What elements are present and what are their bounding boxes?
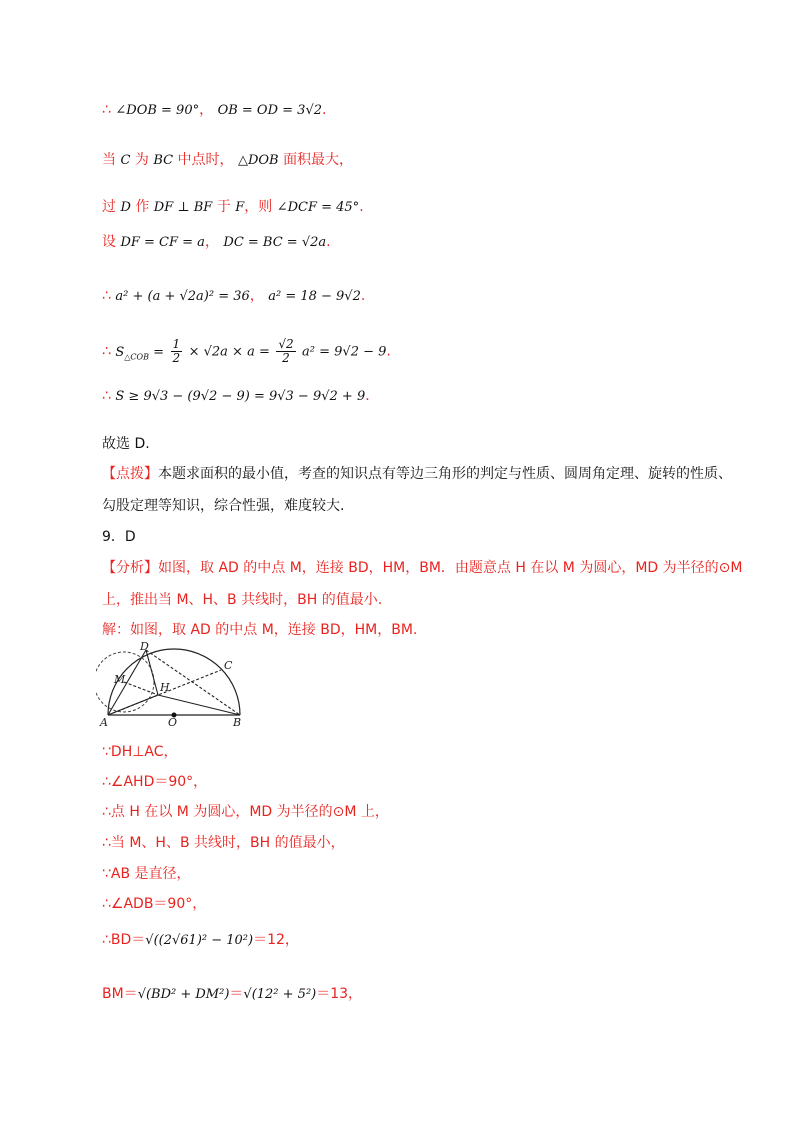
- text-wei: 为: [134, 152, 149, 168]
- line-2: [102, 150, 353, 171]
- label-d: D: [140, 640, 149, 653]
- geometry-figure: [96, 638, 266, 734]
- tips-tag: 【点拨】: [102, 466, 158, 482]
- therefore-symbol: ∴: [102, 343, 111, 360]
- ob-od-eq: OB = OD = 3√2: [217, 103, 322, 118]
- label-c: C: [224, 659, 233, 672]
- tips-line: [102, 464, 732, 484]
- therefore-symbol: ∴: [102, 388, 111, 404]
- period: .: [359, 199, 364, 215]
- arc-bc: BC: [153, 153, 174, 168]
- question-number: 9．D: [102, 529, 136, 545]
- line-5: [102, 286, 365, 307]
- step-5: ∵AB 是直径，: [102, 866, 191, 882]
- period: .: [360, 288, 366, 304]
- analysis-line: [102, 558, 742, 578]
- fraction-half: [171, 338, 183, 365]
- answer-line: 故选 D.: [102, 436, 150, 452]
- bm-radical-1: √(BD² + DM²): [137, 987, 230, 1002]
- label-h: H: [160, 681, 170, 694]
- bm-result: ＝13，: [316, 986, 363, 1002]
- text-midpoint: 中点时，: [177, 152, 234, 168]
- semicircle-diagram: [96, 638, 266, 730]
- period: .: [365, 388, 370, 404]
- product-expression: × √2a × a =: [188, 344, 270, 360]
- analysis-tag: 【分析】: [102, 560, 158, 576]
- step-6: ∴∠ADB＝90°，: [102, 896, 207, 912]
- text-yu: 于: [216, 199, 231, 215]
- area-s: S: [115, 344, 125, 360]
- area-subscript: △COB: [124, 352, 149, 362]
- text-dang: 当: [102, 152, 116, 168]
- angle-dob-eq: ∠DOB = 90°: [115, 103, 200, 118]
- text-guo: 过: [102, 199, 116, 215]
- denominator: 2: [282, 351, 290, 365]
- df-perp-bf: DF ⊥ BF: [153, 200, 213, 215]
- bm-prefix: BM＝: [102, 986, 138, 1002]
- therefore-symbol: ∴: [102, 288, 111, 304]
- area-result: a² = 9√2 − 9: [302, 344, 387, 360]
- angle-dcf: ∠DCF = 45°: [276, 200, 360, 215]
- segment-hb: [158, 695, 240, 715]
- analysis-line-2: 上，推出当 M、H、B 共线时，BH 的值最小.: [102, 592, 383, 608]
- step-1: ∵DH⊥AC，: [102, 744, 178, 760]
- a-squared-value: a² = 18 − 9√2: [268, 289, 361, 304]
- step-3: ∴点 H 在以 M 为圆心，MD 为半径的⊙M 上，: [102, 804, 389, 820]
- bd-radical: √((2√61)² − 10²): [145, 933, 254, 948]
- therefore-symbol: ∴: [102, 102, 111, 118]
- period: .: [326, 234, 331, 250]
- line-4: [102, 232, 331, 253]
- text-ze: ，则: [244, 199, 273, 215]
- equals: ＝: [229, 986, 244, 1002]
- line-1: [102, 100, 326, 121]
- step-8: [102, 984, 362, 1005]
- line-7: [102, 386, 370, 407]
- text-zuo: 作: [135, 199, 150, 215]
- segment-ah: [108, 695, 158, 715]
- denominator: 2: [172, 351, 181, 365]
- bm-radical-2: √(12² + 5²): [243, 987, 317, 1002]
- label-b: B: [233, 716, 242, 729]
- text-she: 设: [102, 234, 116, 250]
- var-c: C: [120, 153, 131, 168]
- bd-prefix: ∴BD＝: [102, 932, 146, 948]
- equation-36: a² + (a + √2a)² = 36: [115, 289, 250, 304]
- sep: ，: [204, 234, 219, 250]
- numerator: 1: [172, 337, 181, 351]
- numerator: √2: [278, 337, 294, 351]
- step-2: ∴∠AHD＝90°，: [102, 774, 208, 790]
- text-max-area: 面积最大，: [283, 152, 354, 168]
- equals: =: [153, 344, 165, 360]
- solution-intro: 解：如图，取 AD 的中点 M，连接 BD，HM，BM.: [102, 622, 418, 638]
- var-f: F: [235, 200, 245, 215]
- sep: ，: [199, 102, 214, 118]
- var-d: D: [120, 200, 131, 215]
- label-a: A: [100, 716, 108, 729]
- tips-line-2: 勾股定理等知识，综合性强，难度较大.: [102, 498, 345, 514]
- fraction-root2-over-2: [276, 338, 295, 365]
- line-3: [102, 197, 364, 218]
- step-7: [102, 930, 299, 951]
- bd-result: ＝12，: [253, 932, 299, 948]
- triangle-dob: △DOB: [237, 153, 279, 168]
- df-cf-a: DF = CF = a: [120, 235, 205, 250]
- analysis-text: 如图，取 AD 的中点 M，连接 BD，HM，BM．由题意点 H 在以 M 为圆心，MD 为半径的⊙M: [158, 560, 743, 576]
- period: .: [322, 102, 327, 118]
- tips-text: 本题求面积的最小值，考查的知识点有等边三角形的判定与性质、圆周角定理、旋转的性质、: [158, 466, 732, 482]
- sep: ，: [249, 288, 264, 304]
- line-6: [102, 338, 391, 367]
- dc-bc-eq: DC = BC = √2a: [223, 235, 327, 250]
- label-o: O: [168, 716, 178, 729]
- step-4: ∴当 M、H、B 共线时，BH 的值最小，: [102, 835, 345, 851]
- s-inequality: S ≥ 9√3 − (9√2 − 9) = 9√3 − 9√2 + 9: [115, 389, 366, 404]
- label-m: M: [114, 673, 126, 686]
- period: .: [386, 343, 391, 360]
